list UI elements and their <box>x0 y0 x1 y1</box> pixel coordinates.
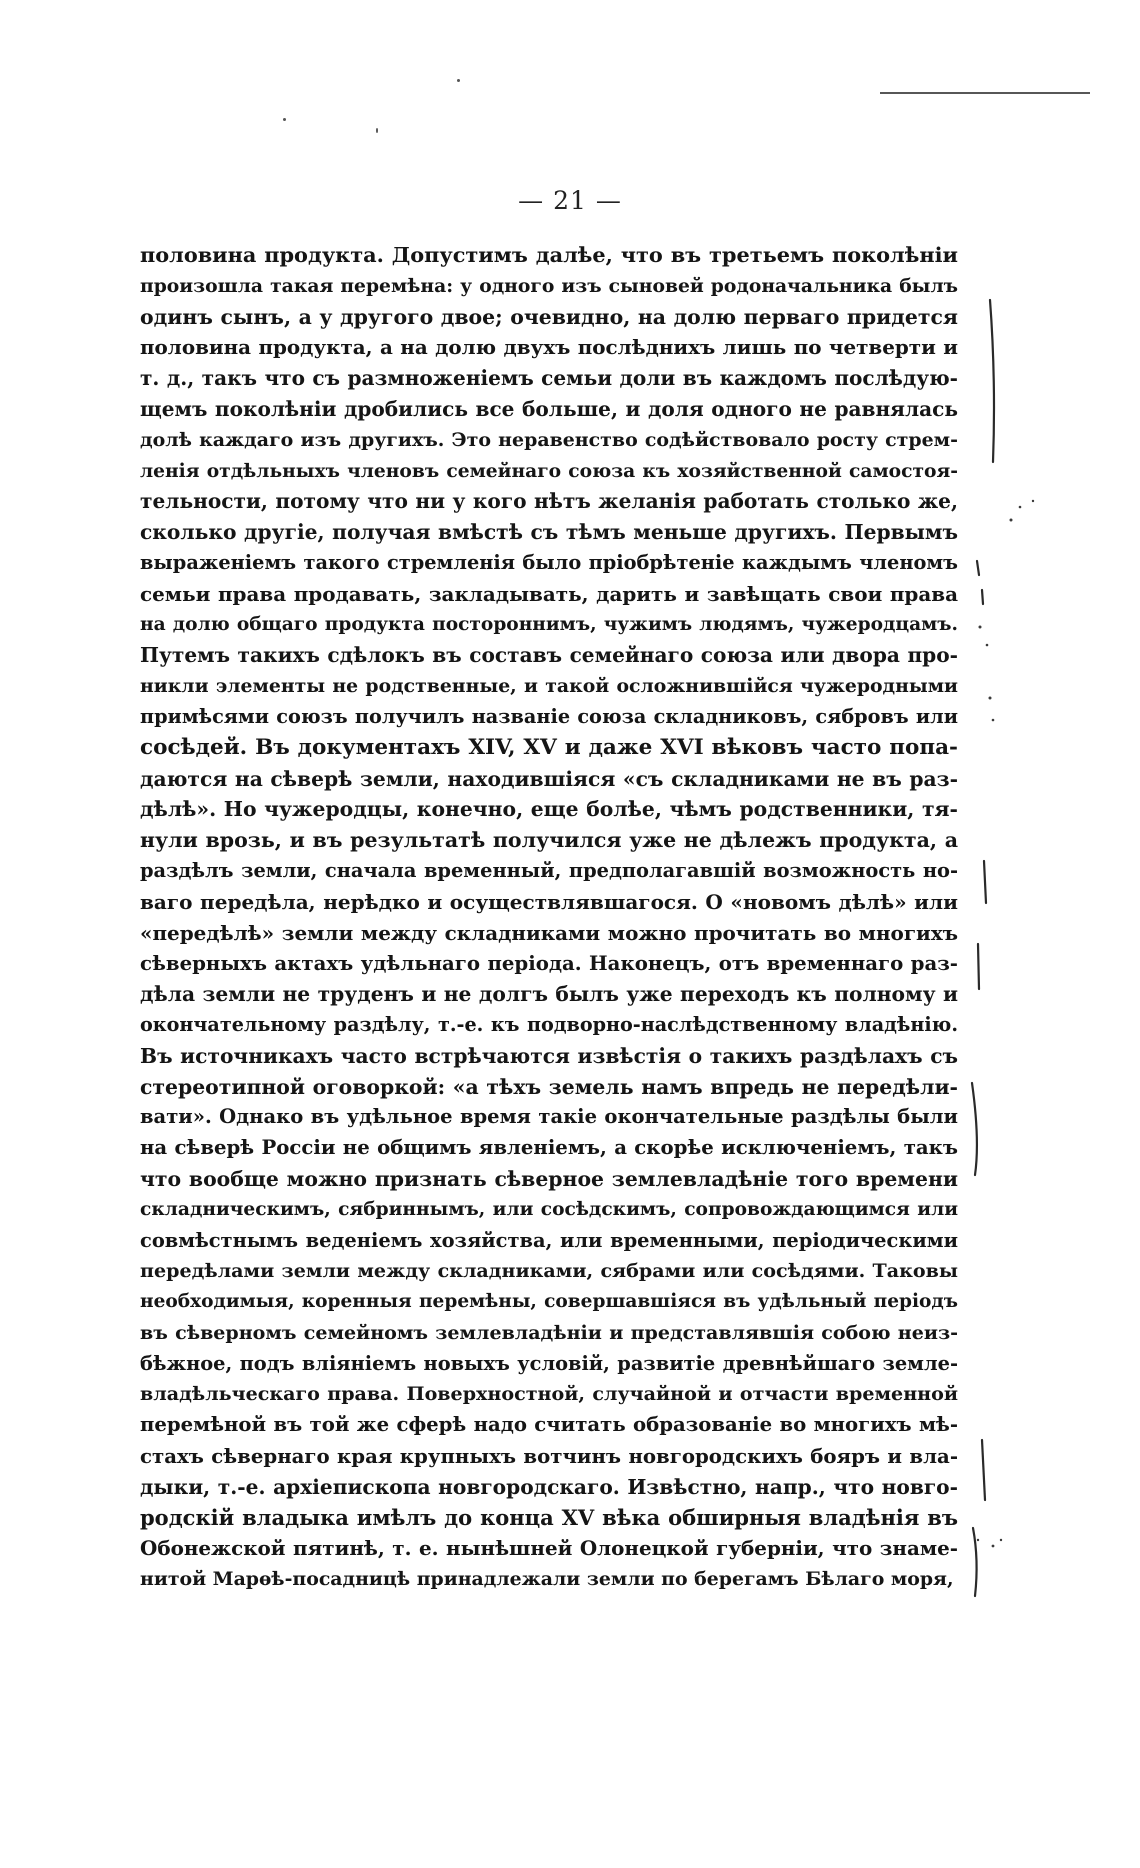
margin-tick <box>978 944 979 989</box>
text-line: стереотипной оговоркой: «а тѣхъ земель намъ впредь не передѣли- <box>140 1074 958 1099</box>
margin-bracket <box>990 300 994 462</box>
text-line: одинъ сынъ, а у другого двое; очевидно, на долю перваго придется <box>140 304 958 329</box>
margin-bracket <box>982 1440 985 1500</box>
margin-tick <box>984 861 986 903</box>
text-line: что вообще можно признать сѣверное землевладѣніе того времени <box>140 1166 958 1191</box>
text-line: дѣлѣ». Но чужеродцы, конечно, еще болѣе, чѣмъ родственники, тя- <box>140 797 958 822</box>
text-line: Обонежской пятинѣ, т. е. нынѣшней Олонецкой губерніи, что знаме- <box>140 1536 958 1561</box>
text-line: щемъ поколѣніи дробились все больше, и доля одного не равнялась <box>140 396 958 421</box>
text-line: произошла такая перемѣна: у одного изъ сыновей родоначальника былъ <box>140 274 958 297</box>
text-line: половина продукта. Допустимъ далѣе, что въ третьемъ поколѣніи <box>140 242 958 267</box>
text-line: ленія отдѣльныхъ членовъ семейнаго союза къ хозяйственной самостоя- <box>140 459 958 482</box>
text-line: родскій владыка имѣлъ до конца XV вѣка обширныя владѣнія въ <box>140 1504 958 1530</box>
text-line: семьи права продавать, закладывать, дарить и завѣщать свои права <box>140 581 958 606</box>
ink-speck <box>283 118 286 121</box>
text-line: перемѣной въ той же сферѣ надо считать образованіе во многихъ мѣ- <box>140 1413 958 1437</box>
text-line: сколько другіе, получая вмѣстѣ съ тѣмъ меньше другихъ. Первымъ <box>140 520 958 545</box>
text-line: даются на сѣверѣ земли, находившіяся «съ складниками не въ раз- <box>140 766 958 791</box>
text-line: половина продукта, а на долю двухъ послѣднихъ лишь по четверти и <box>140 335 958 360</box>
text-line: долѣ каждаго изъ другихъ. Это неравенство содѣйствовало росту стрем- <box>140 428 958 451</box>
text-line: окончательному раздѣлу, т.-е. къ подворно-наслѣдственному владѣнію. <box>140 1012 958 1036</box>
text-line: никли элементы не родственные, и такой осложнившійся чужеродными <box>140 675 958 698</box>
ink-speck <box>457 79 460 82</box>
text-line: необходимыя, коренныя перемѣны, совершавшіяся въ удѣльный періодъ <box>140 1291 958 1313</box>
text-line: т. д., такъ что съ размноженіемъ семьи доли въ каждомъ послѣдую- <box>140 366 958 391</box>
text-line: передѣлами земли между складниками, сябрами или сосѣдями. Таковы <box>140 1260 958 1283</box>
text-line: «передѣлѣ» земли между складниками можно прочитать во многихъ <box>140 920 958 945</box>
margin-tick <box>982 590 983 604</box>
text-line: совмѣстнымъ веденіемъ хозяйства, или временными, періодическими <box>140 1228 958 1252</box>
text-line: стахъ сѣвернаго края крупныхъ вотчинъ новгородскихъ бояръ и вла- <box>140 1444 958 1469</box>
text-line: примѣсями союзъ получилъ названіе союза складниковъ, сябровъ или <box>140 704 958 728</box>
text-line: сѣверныхъ актахъ удѣльнаго періода. Наконецъ, отъ временнаго раз- <box>140 951 958 976</box>
page-number: — 21 — <box>518 186 622 215</box>
text-line: владѣльческаго права. Поверхностной, случайной и отчасти временной <box>140 1383 958 1406</box>
text-line: на долю общаго продукта постороннимъ, чужимъ людямъ, чужеродцамъ. <box>140 613 958 635</box>
text-line: ваго передѣла, нерѣдко и осуществлявшагося. О «новомъ дѣлѣ» или <box>140 889 958 914</box>
text-line: въ сѣверномъ семейномъ землевладѣніи и представлявшія собою неиз- <box>140 1321 958 1344</box>
text-line: дыки, т.-е. архіепископа новгородскаго. Извѣстно, напр., что новго- <box>140 1474 958 1499</box>
text-line: нитой Марѳѣ-посадницѣ принадлежали земли по берегамъ Бѣлаго моря, <box>140 1568 954 1591</box>
text-line: тельности, потому что ни у кого нѣтъ желанія работать столько же, <box>140 489 958 514</box>
margin-bracket <box>973 1528 977 1596</box>
text-line: Въ источникахъ часто встрѣчаются извѣстія о такихъ раздѣлахъ съ <box>140 1043 958 1068</box>
text-line: Путемъ такихъ сдѣлокъ въ составъ семейнаго союза или двора про- <box>140 643 958 668</box>
text-line: дѣла земли не труденъ и не долгъ былъ уже переходъ къ полному и <box>140 982 958 1007</box>
margin-tick <box>977 561 979 575</box>
text-line: раздѣлъ земли, сначала временный, предполагавшій возможность но- <box>140 858 958 882</box>
text-line: нули врозь, и въ результатѣ получился уже не дѣлежъ продукта, а <box>140 828 958 853</box>
text-line: на сѣверѣ Россіи не общимъ явленіемъ, а скорѣе исключеніемъ, такъ <box>140 1136 958 1160</box>
text-line: складническимъ, сябриннымъ, или сосѣдскимъ, сопровождающимся или <box>140 1198 958 1220</box>
text-line: бѣжное, подъ вліяніемъ новыхъ условій, развитіе древнѣйшаго земле- <box>140 1351 958 1375</box>
text-line: выраженіемъ такого стремленія было пріобрѣтеніе каждымъ членомъ <box>140 550 958 574</box>
margin-bracket <box>972 1083 977 1175</box>
text-line: вати». Однако въ удѣльное время такіе окончательные раздѣлы были <box>140 1105 958 1129</box>
header-rule <box>880 92 1090 94</box>
body-text <box>140 240 958 1595</box>
ink-speck <box>376 128 378 133</box>
text-line: сосѣдей. Въ документахъ XIV, XV и даже XVI вѣковъ часто попа- <box>140 734 958 760</box>
